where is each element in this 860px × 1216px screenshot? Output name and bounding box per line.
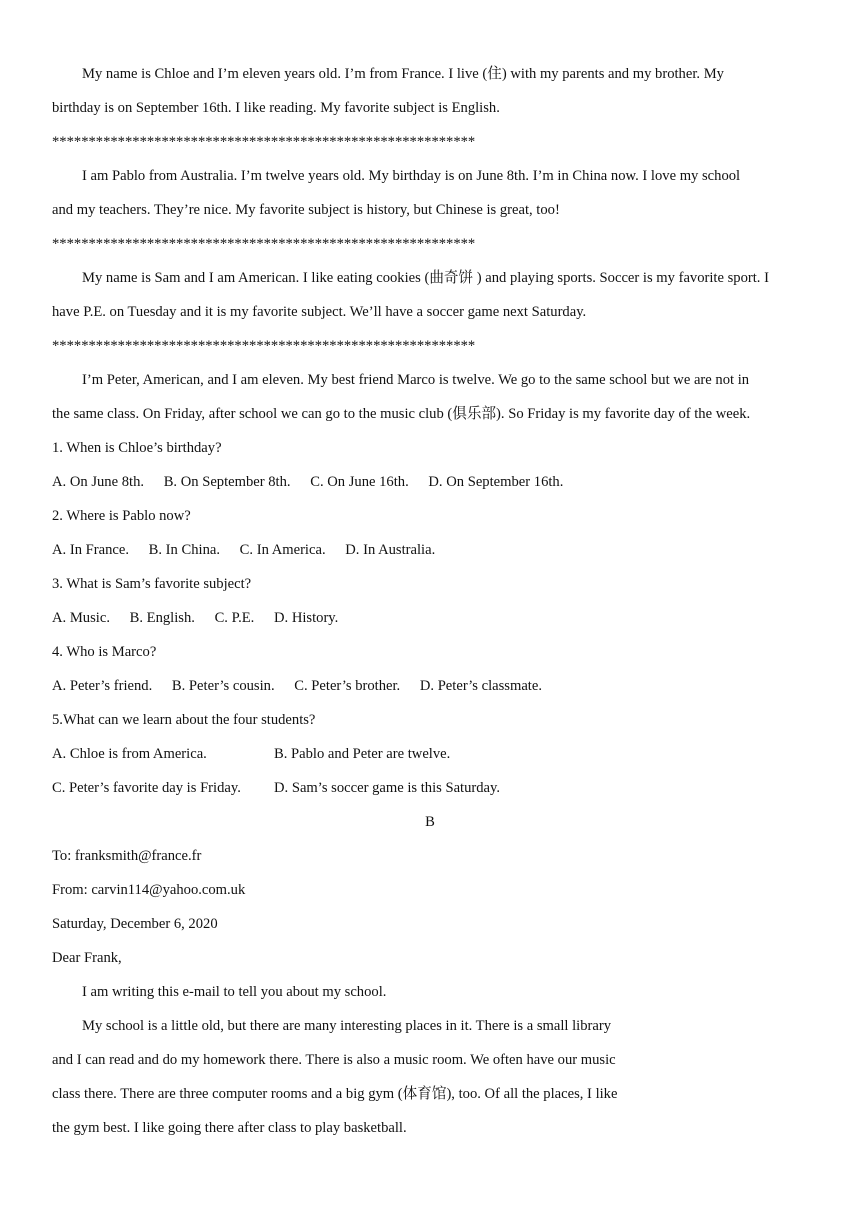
passage-chloe-line-1: My name is Chloe and I’m eleven years old. I’m from France. I live (住) with my parents and my brother. My bbox=[82, 66, 724, 82]
option-b: B. Peter’s cousin. bbox=[171, 678, 275, 694]
option-d: D. On September 16th. bbox=[428, 474, 564, 490]
option-c: C. Peter’s brother. bbox=[294, 678, 401, 694]
option-b: B. On September 8th. bbox=[163, 474, 291, 490]
option-c: C. Peter’s favorite day is Friday. bbox=[52, 780, 241, 796]
option-a: A. Music. bbox=[52, 610, 110, 626]
question-4: 4. Who is Marco? bbox=[52, 644, 157, 660]
option-a: A. On June 8th. bbox=[52, 474, 145, 490]
question-3: 3. What is Sam’s favorite subject? bbox=[52, 576, 252, 592]
question-5-options-row-2 bbox=[52, 771, 822, 805]
email-body-line-4: the gym best. I like going there after class to play basketball. bbox=[52, 1120, 407, 1136]
email-intro: I am writing this e-mail to tell you about my school. bbox=[82, 984, 387, 1000]
option-b: B. In China. bbox=[148, 542, 221, 558]
question-1: 1. When is Chloe’s birthday? bbox=[52, 440, 222, 456]
passage-chloe-line-2: birthday is on September 16th. I like reading. My favorite subject is English. bbox=[52, 100, 500, 116]
email-body-line-2: and I can read and do my homework there. There is also a music room. We often have our music bbox=[52, 1052, 616, 1068]
separator: ********************************************************** bbox=[52, 134, 476, 150]
passage-peter-line-1: I’m Peter, American, and I am eleven. My best friend Marco is twelve. We go to the same school but we are not in bbox=[82, 372, 750, 388]
option-d: D. In Australia. bbox=[345, 542, 436, 558]
email-date: Saturday, December 6, 2020 bbox=[52, 916, 218, 932]
option-b: B. English. bbox=[129, 610, 195, 626]
passage-peter-line-2: the same class. On Friday, after school we can go to the music club (俱乐部). So Friday is my favorite day of the week. bbox=[52, 406, 751, 422]
separator: ********************************************************** bbox=[52, 236, 476, 252]
option-d: D. History. bbox=[273, 610, 339, 626]
document-page bbox=[52, 57, 822, 1145]
question-3-options bbox=[52, 601, 822, 635]
question-5-options-row-1 bbox=[52, 737, 822, 771]
passage-sam-line-2: have P.E. on Tuesday and it is my favorite subject. We’ll have a soccer game next Saturday. bbox=[52, 304, 587, 320]
option-a: A. Peter’s friend. bbox=[52, 678, 153, 694]
question-1-options bbox=[52, 465, 822, 499]
email-letter bbox=[52, 839, 822, 1145]
option-d: D. Sam’s soccer game is this Saturday. bbox=[274, 780, 501, 796]
option-c: C. P.E. bbox=[214, 610, 255, 626]
option-d: D. Peter’s classmate. bbox=[419, 678, 542, 694]
question-2: 2. Where is Pablo now? bbox=[52, 508, 191, 524]
email-from: From: carvin114@yahoo.com.uk bbox=[52, 882, 246, 898]
email-greeting: Dear Frank, bbox=[52, 950, 122, 966]
option-a: A. In France. bbox=[52, 542, 129, 558]
section-b-heading: B bbox=[425, 814, 435, 830]
passage-pablo-line-1: I am Pablo from Australia. I’m twelve years old. My birthday is on June 8th. I’m in China now. I love my school bbox=[82, 168, 741, 184]
passage-sam-line-1: My name is Sam and I am American. I like eating cookies (曲奇饼 ) and playing sports. Soccer is my favorite sport. I bbox=[82, 270, 769, 286]
option-c: C. In America. bbox=[239, 542, 326, 558]
email-body-line-3: class there. There are three computer rooms and a big gym (体育馆), too. Of all the places, I like bbox=[52, 1086, 618, 1102]
question-2-options bbox=[52, 533, 822, 567]
email-to: To: franksmith@france.fr bbox=[52, 848, 202, 864]
question-5: 5.What can we learn about the four students? bbox=[52, 712, 316, 728]
option-c: C. On June 16th. bbox=[310, 474, 409, 490]
question-4-options bbox=[52, 669, 822, 703]
option-a: A. Chloe is from America. bbox=[52, 746, 207, 762]
separator: ********************************************************** bbox=[52, 338, 476, 354]
email-body-line-1: My school is a little old, but there are many interesting places in it. There is a small library bbox=[82, 1018, 612, 1034]
option-b: B. Pablo and Peter are twelve. bbox=[274, 746, 451, 762]
passage-pablo-line-2: and my teachers. They’re nice. My favorite subject is history, but Chinese is great, too! bbox=[52, 202, 560, 218]
